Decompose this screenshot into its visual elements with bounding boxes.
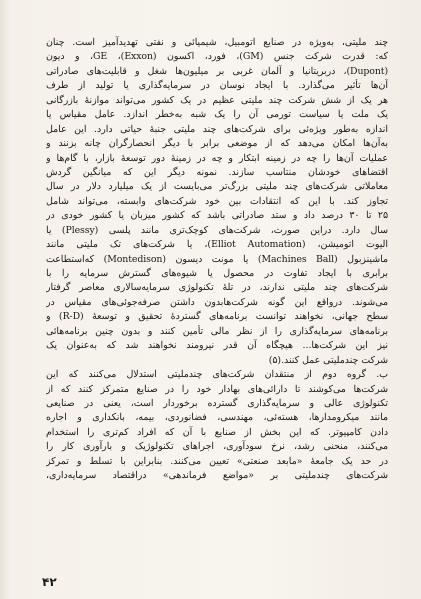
- text-line: شرکت‌های چندملیتی بر «مواضع فرماندهی» دراقتصاد سرمایه‌داری،: [46, 470, 388, 482]
- text-line: عملیات آن‌ها را چه در زمینه ابتکار و چه در زمینهٔ دور توسعهٔ بازار، با گام‌ها و: [46, 152, 388, 164]
- text-line: تجاوز کند. با این که انتقادات بین خود شرکت‌های وابسته، می‌تواند شامل: [46, 195, 388, 207]
- text-line: آن‌ها تأثیر می‌گذارد. با ایجاد نوسان در سرمایه‌گذاری یا تولید از طرف: [46, 80, 388, 92]
- text-line: ب. گروه دوم از منتقدان شرکت‌های چندملیتی استدلال می‌کنند که این: [46, 369, 388, 381]
- text-line: برابری با ایجاد تفاوت در محصول یا شیوه‌های گسترش سرمایه را با: [46, 268, 388, 279]
- text-line: دادن کامپیوتر. که این بخش از صنایع با آن که افراد کم‌تری را استخدام: [46, 426, 388, 438]
- text-line: برنامه‌های سرمایه‌گذاری را از نظر مالی تأمین کنند و بدون چنین برنامه‌هائی: [46, 325, 388, 337]
- text-line: مانند میکرومدارها، هسته‌ئی، مهندسی، فضانوردی، بیمه، بانکداری و اجاره: [46, 412, 388, 424]
- text-line: الیوت اتومیشن، (Elliot Automation)، یا شرکت‌های تک ملیتی مانند: [46, 239, 388, 251]
- text-line: سال دارد. دراین صورت، شرکت‌های کوچک‌تری مانند پلسی (Plessy) یا: [46, 224, 388, 236]
- text-line: اندازه به‌طور ویژه‌ئی برای شرکت‌های چند ملیتی جنبهٔ حیاتی دارد. این عامل: [46, 123, 388, 135]
- text-line: هر یک از شش شرکت چند ملیتی عظیم در یک کشور می‌تواند موازنهٔ بازرگانی: [46, 94, 388, 106]
- text-line: می‌شوند. درواقع این گونه شرکت‌هابدون داشتن صرفه‌جوئی‌های مقیاس در: [46, 296, 388, 308]
- page-number: ۴۲: [42, 575, 57, 589]
- text-line: شرکت‌ها می‌کوشند تا دارائی‌های بهادار خود را در صنایع متمرکز کنند که از: [46, 383, 388, 395]
- text-line: نیز این شرکت‌ها... هیچگاه آن قدر نیرومند نخواهند شد که به‌عنوان یک: [46, 340, 388, 352]
- text-line: ۲۵ تا ۳۰ درصد داد و ستد صادراتی باشد که کشور میزبان یا کشور خودی در: [46, 210, 388, 222]
- body-text: [46, 36, 388, 484]
- text-line: شرکت‌های چند ملیتی ندارند، در تلهٔ تکنولوژی سرمایه‌سالاری معاصر گرفتار: [46, 282, 388, 294]
- text-line: به‌آن‌ها امکان می‌دهد که از موضعی برابر با دیگر انحصارگران چانه بزنند و: [46, 138, 388, 150]
- text-line: ماشینزبول (Machines Ball) یا مونت دیسون (Montedison) که‌استطاعت: [46, 253, 388, 265]
- text-line: یک ملت یا سیاست تورمی آن را یک شبه به‌خطر اندازد. عامل مقیاس یا: [46, 109, 388, 121]
- text-line: چند ملیتی، به‌ویژه در صنایع اتومبیل، شیمیائی و نفتی تهدیدآمیز است. چنان: [46, 37, 388, 48]
- text-line: اقتضاهای خودشان منتاسب سازند. نمونه دیگر این که میانگین گردش: [46, 166, 388, 178]
- text-line: شرکت چندملیتی عمل کنند.(۵): [268, 354, 388, 366]
- text-line: می‌کنند، منحنی رشد، نرخ سودآوری، اجراهای تکنولوژیک و بارآوری کار را: [46, 441, 388, 453]
- text-line: تکنولوژی عالی و سرمایه‌گذاری گسترده برخوردار است، یعنی در صنایعی: [46, 397, 388, 409]
- text-line: در حد یک جامعهٔ «مابعد صنعتی» تعیین می‌کنند. بنابراین با تسلط و تمرکز: [46, 455, 388, 467]
- text-line: سطح جهانی، نخواهند توانست برنامه‌های گستردهٔ تحقیق و توسعهٔ (R-D) و: [46, 311, 388, 323]
- text-line: که: قدرت شرکت جنس (GM)، فورد، اکسون (Exxon)، GE، و دیون: [46, 51, 388, 63]
- text-line: معاملاتی شرکت‌های چند ملیتی بزرگ‌تر می‌بایست از یک میلیارد دلار در سال: [46, 181, 388, 193]
- text-line: (Dupont)، دربریتانیا و آلمان غربی بر میلیون‌ها شغل و قابلیت‌های صادراتی: [46, 65, 388, 77]
